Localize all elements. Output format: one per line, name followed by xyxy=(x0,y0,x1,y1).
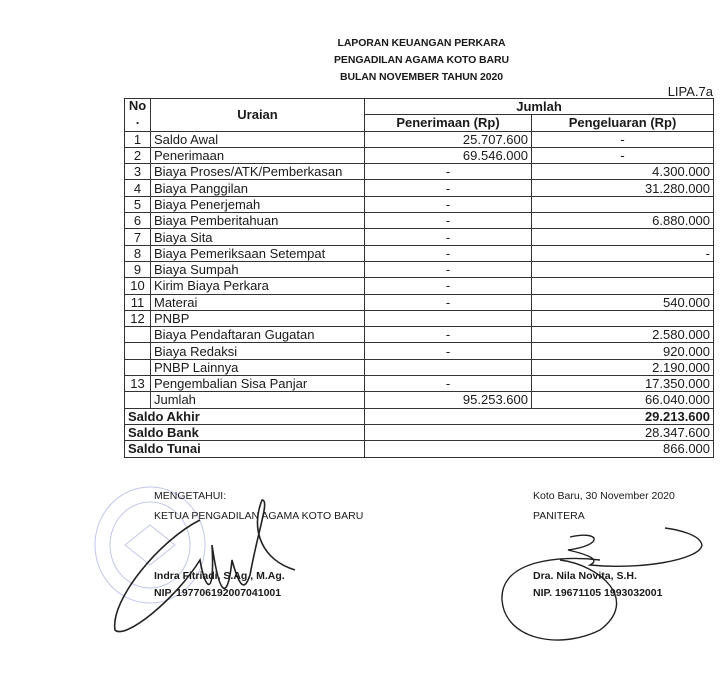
row-uraian: Biaya Pendaftaran Gugatan xyxy=(151,327,365,343)
row-penerimaan: - xyxy=(365,278,532,294)
row-no: 6 xyxy=(125,213,151,229)
saldo-value: 28.347.600 xyxy=(365,424,714,440)
saldo-label: Saldo Akhir xyxy=(125,408,365,424)
left-signature-block xyxy=(154,490,363,607)
row-pengeluaran: 17.350.000 xyxy=(532,376,714,392)
row-no: 4 xyxy=(125,180,151,196)
row-penerimaan: - xyxy=(365,245,532,261)
row-penerimaan: - xyxy=(365,213,532,229)
row-no: 12 xyxy=(125,310,151,326)
row-uraian: Biaya Proses/ATK/Pemberkasan xyxy=(151,164,365,180)
row-penerimaan: - xyxy=(365,376,532,392)
row-uraian: Biaya Penerjemah xyxy=(151,196,365,212)
row-penerimaan: - xyxy=(365,343,532,359)
row-penerimaan: - xyxy=(365,180,532,196)
row-pengeluaran: 31.280.000 xyxy=(532,180,714,196)
row-uraian: Jumlah xyxy=(151,392,365,408)
row-no: 7 xyxy=(125,229,151,245)
clerk-nip: NIP. 19671105 1993032001 xyxy=(533,587,663,599)
row-no: 5 xyxy=(125,196,151,212)
row-pengeluaran: - xyxy=(532,147,714,163)
row-uraian: Biaya Panggilan xyxy=(151,180,365,196)
header-pengeluaran: Pengeluaran (Rp) xyxy=(532,115,714,131)
row-pengeluaran: 540.000 xyxy=(532,294,714,310)
row-uraian: Saldo Awal xyxy=(151,131,365,147)
row-pengeluaran: 2.580.000 xyxy=(532,327,714,343)
row-penerimaan: - xyxy=(365,261,532,277)
row-penerimaan: 25.707.600 xyxy=(365,131,532,147)
row-pengeluaran: - xyxy=(532,245,714,261)
row-no: 10 xyxy=(125,278,151,294)
row-no: 3 xyxy=(125,164,151,180)
row-penerimaan: - xyxy=(365,164,532,180)
row-pengeluaran: 920.000 xyxy=(532,343,714,359)
row-pengeluaran: - xyxy=(532,131,714,147)
row-no: 13 xyxy=(125,376,151,392)
form-code: LIPA.7a xyxy=(667,84,713,99)
right-signature-block xyxy=(533,490,675,607)
clerk-name: Dra. Nila Novita, S.H. xyxy=(533,570,637,582)
row-uraian: Materai xyxy=(151,294,365,310)
header-penerimaan: Penerimaan (Rp) xyxy=(365,115,532,131)
row-uraian: Pengembalian Sisa Panjar xyxy=(151,376,365,392)
row-no: 11 xyxy=(125,294,151,310)
header-uraian: Uraian xyxy=(151,99,365,132)
chairman-nip: NIP. 197706192007041001 xyxy=(154,587,282,599)
row-uraian: Biaya Sita xyxy=(151,229,365,245)
header-no: No . xyxy=(125,99,151,132)
place-date: Koto Baru, 30 November 2020 xyxy=(533,490,675,502)
saldo-value: 29.213.600 xyxy=(365,408,714,424)
row-no: 8 xyxy=(125,245,151,261)
row-penerimaan: - xyxy=(365,196,532,212)
report-title: LAPORAN KEUANGAN PERKARA xyxy=(337,37,506,49)
row-pengeluaran: 4.300.000 xyxy=(532,164,714,180)
row-penerimaan: - xyxy=(365,294,532,310)
header-jumlah: Jumlah xyxy=(365,99,714,115)
row-penerimaan: 69.546.000 xyxy=(365,147,532,163)
row-pengeluaran: 2.190.000 xyxy=(532,359,714,375)
chairman-name: Indra Fitriadi, S.Ag., M.Ag. xyxy=(154,570,285,582)
row-uraian: PNBP xyxy=(151,310,365,326)
clerk-position: PANITERA xyxy=(533,510,585,522)
row-penerimaan: 95.253.600 xyxy=(365,392,532,408)
saldo-label: Saldo Bank xyxy=(125,424,365,440)
court-name: PENGADILAN AGAMA KOTO BARU xyxy=(334,54,509,66)
row-uraian: Kirim Biaya Perkara xyxy=(151,278,365,294)
row-uraian: Biaya Redaksi xyxy=(151,343,365,359)
row-uraian: Biaya Pemberitahuan xyxy=(151,213,365,229)
row-uraian: Penerimaan xyxy=(151,147,365,163)
saldo-label: Saldo Tunai xyxy=(125,441,365,457)
row-no: 1 xyxy=(125,131,151,147)
acknowledged-label: MENGETAHUI: xyxy=(154,490,227,502)
row-no: 9 xyxy=(125,261,151,277)
saldo-value: 866.000 xyxy=(365,441,714,457)
chairman-position: KETUA PENGADILAN AGAMA KOTO BARU xyxy=(154,510,364,522)
report-period: BULAN NOVEMBER TAHUN 2020 xyxy=(340,71,503,83)
row-pengeluaran: 66.040.000 xyxy=(532,392,714,408)
row-penerimaan: - xyxy=(365,229,532,245)
row-uraian: Biaya Sumpah xyxy=(151,261,365,277)
row-no: 2 xyxy=(125,147,151,163)
row-uraian: Biaya Pemeriksaan Setempat xyxy=(151,245,365,261)
row-uraian: PNBP Lainnya xyxy=(151,359,365,375)
row-pengeluaran: 6.880.000 xyxy=(532,213,714,229)
row-penerimaan: - xyxy=(365,327,532,343)
